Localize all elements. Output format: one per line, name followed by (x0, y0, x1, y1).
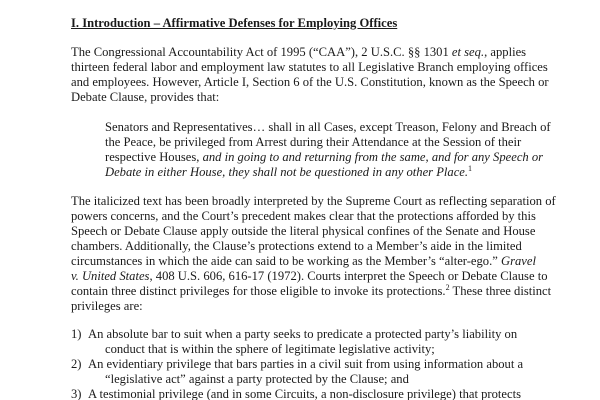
text-line: Debate Clause, provides that: (71, 90, 220, 104)
interpretation-paragraph (71, 194, 556, 314)
italic-text: Debate in either House, they shall not be questioned in any other Place. (105, 165, 469, 179)
text-line (105, 150, 544, 165)
text-line (71, 269, 548, 284)
text-run: The Congressional Accountability Act of 1995 (“CAA”), 2 U.S.C. §§ 1301 (71, 45, 452, 59)
text-run: respective Houses, (105, 150, 203, 164)
list-item (71, 327, 523, 357)
italic-text: Gravel (501, 254, 536, 268)
section-heading: I. Introduction – Affirmative Defenses for Employing Offices (71, 16, 398, 30)
list-number: 3) (71, 387, 82, 400)
list-number: 1) (71, 327, 82, 341)
text-line: A testimonial privilege (and in some Circuits, a non-disclosure privilege) that protects (88, 387, 521, 400)
intro-paragraph (71, 45, 549, 105)
text-line (71, 254, 543, 269)
text-line: conduct that is within the sphere of legitimate legislative activity; (105, 342, 435, 356)
constitution-quote (105, 120, 551, 180)
text-line: the Peace, be privileged from Arrest during their Attendance at the Session of their (105, 135, 522, 149)
text-line: “legislative act” against a party protected by the Clause; and (105, 372, 409, 386)
text-line: thirteen federal labor and employment law statutes to all Legislative Branch employing offices (71, 60, 548, 74)
text-line: An evidentiary privilege that bars parties in a civil suit from using information about a (88, 357, 524, 371)
text-line: and employees. However, Article I, Section 6 of the U.S. Constitution, known as the Speech or (71, 75, 549, 89)
text-line: The italicized text has been broadly interpreted by the Supreme Court as reflecting separation of (71, 194, 556, 208)
text-line: Speech or Debate Clause apply outside the literal physical confines of the Senate and House (71, 224, 536, 238)
footnote-marker[interactable]: 1 (468, 163, 473, 173)
italic-text: and in going to and returning from the same, and for any Speech or (202, 150, 544, 164)
text-line: An absolute bar to suit when a party seeks to predicate a protected party’s liability on (88, 327, 518, 341)
list-item (71, 387, 523, 400)
italic-text: v. United States (71, 269, 150, 283)
text-run: , 408 U.S. 606, 616-17 (1972). Courts interpret the Speech or Debate Clause to (149, 269, 548, 283)
text-run: circumstances in which the aide can said to be working as the Member’s “alter-ego.” (71, 254, 501, 268)
text-run: , applies (484, 45, 527, 59)
text-line: chambers. Additionally, the Clause’s protections extend to a Member’s aide in the limited (71, 239, 522, 253)
text-line: Senators and Representatives… shall in all Cases, except Treason, Felony and Breach of (105, 120, 551, 134)
text-line: privileges are: (71, 299, 143, 313)
list-item (71, 357, 523, 387)
list-number: 2) (71, 357, 82, 371)
footnote-marker[interactable]: 2 (445, 282, 450, 292)
privileges-list (71, 327, 523, 400)
text-run: contain three distinct privileges for those eligible to invoke its protections. (71, 284, 446, 298)
text-line (105, 165, 535, 180)
text-line (71, 45, 543, 60)
text-line (71, 282, 552, 299)
italic-text: et seq. (451, 45, 485, 59)
text-run: These three distinct (449, 284, 552, 298)
text-line: powers concerns, and the Court’s precedent makes clear that the protections afforded by this (71, 209, 536, 223)
